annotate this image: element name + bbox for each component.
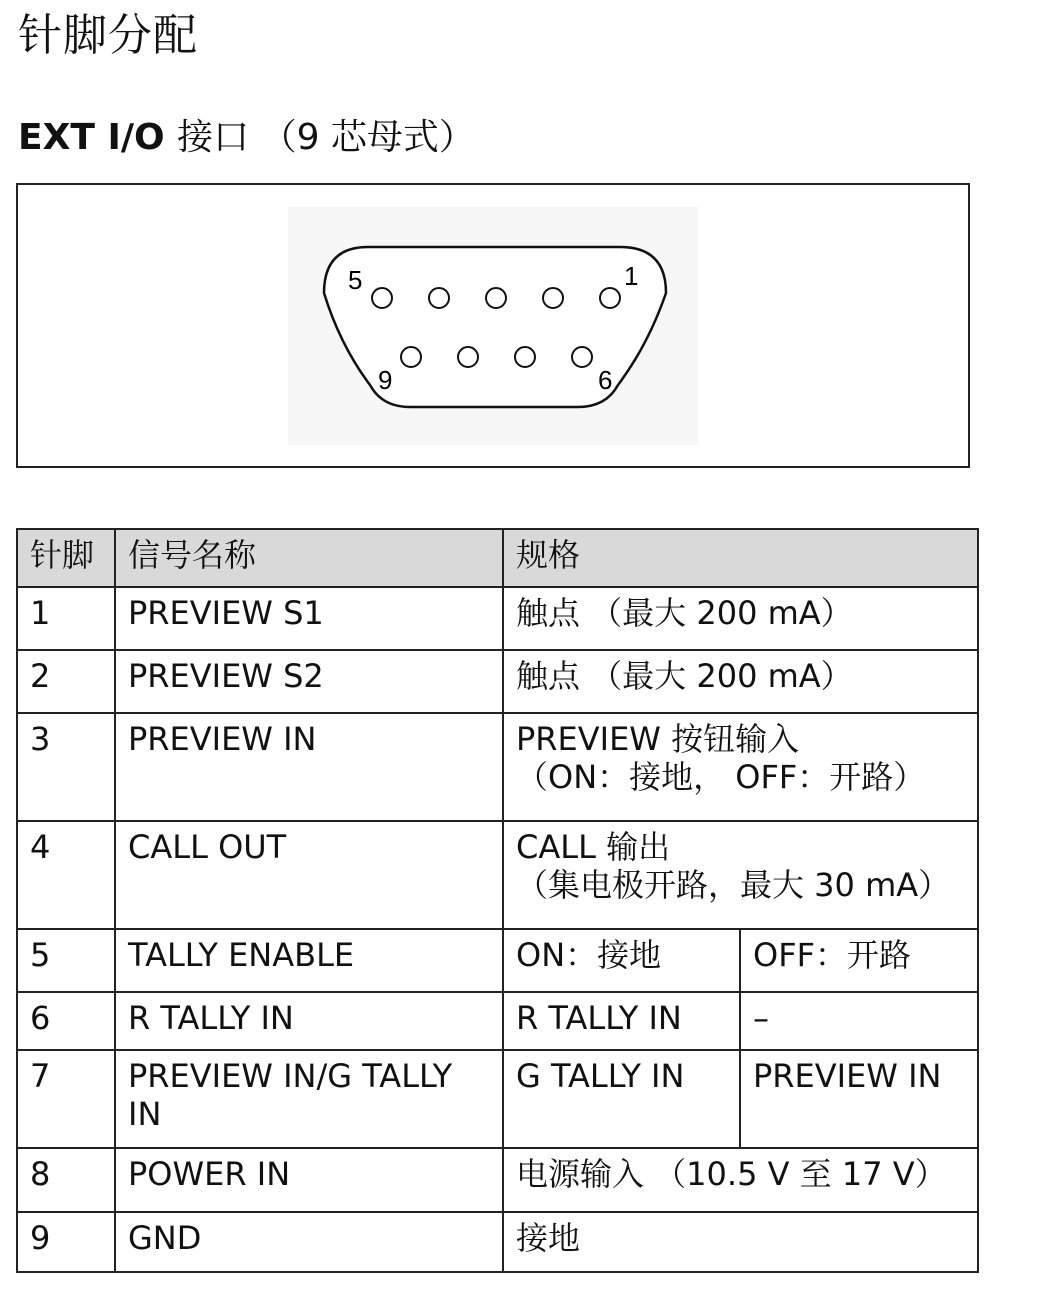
pin-assignment-table xyxy=(16,528,979,1273)
spec-cell-a: G TALLY IN xyxy=(503,1050,740,1148)
pin-cell: 4 xyxy=(17,821,115,929)
connector-diagram xyxy=(18,185,968,466)
pin-hole-2 xyxy=(543,288,563,308)
spec-cell-b: – xyxy=(740,992,978,1050)
section-title-suffix: 接口 （9 芯母式） xyxy=(177,117,475,158)
signal-cell: CALL OUT xyxy=(115,821,503,929)
pin-cell: 1 xyxy=(17,587,115,650)
spec-cell-a: ON：接地 xyxy=(503,929,740,992)
table-header-row xyxy=(17,529,978,587)
pin-hole-6 xyxy=(572,347,592,367)
section-title-prefix: EXT I/O xyxy=(18,117,165,158)
table-row xyxy=(17,713,978,821)
signal-cell: GND xyxy=(115,1212,503,1272)
pin-label-5: 5 xyxy=(348,265,363,295)
pin-cell: 8 xyxy=(17,1148,115,1212)
pin-label-1: 1 xyxy=(624,261,639,291)
signal-cell: PREVIEW IN xyxy=(115,713,503,821)
pin-cell: 5 xyxy=(17,929,115,992)
table-row xyxy=(17,650,978,713)
table-row xyxy=(17,1148,978,1212)
pin-hole-7 xyxy=(515,347,535,367)
header-pin: 针脚 xyxy=(17,529,115,587)
pin-label-6: 6 xyxy=(598,365,613,395)
connector-diagram-box xyxy=(16,183,970,468)
signal-cell: PREVIEW S1 xyxy=(115,587,503,650)
pin-cell: 9 xyxy=(17,1212,115,1272)
spec-line: CALL 输出 xyxy=(516,828,671,866)
pin-hole-4 xyxy=(429,288,449,308)
pin-hole-8 xyxy=(458,347,478,367)
header-spec: 规格 xyxy=(503,529,978,587)
spec-cell xyxy=(503,821,978,929)
spec-line: （ON：接地， OFF：开路） xyxy=(516,758,926,796)
pin-hole-9 xyxy=(401,347,421,367)
table-row xyxy=(17,929,978,992)
spec-line: PREVIEW 按钮输入 xyxy=(516,720,800,758)
spec-line: （集电极开路，最大 30 mA） xyxy=(516,866,951,904)
pin-cell: 3 xyxy=(17,713,115,821)
pin-cell: 2 xyxy=(17,650,115,713)
pin-cell: 7 xyxy=(17,1050,115,1148)
pin-hole-5 xyxy=(372,288,392,308)
spec-cell: 触点 （最大 200 mA） xyxy=(503,650,978,713)
section-title xyxy=(18,110,475,166)
pin-hole-3 xyxy=(486,288,506,308)
table-row xyxy=(17,1212,978,1272)
header-signal: 信号名称 xyxy=(115,529,503,587)
signal-cell: R TALLY IN xyxy=(115,992,503,1050)
page-title: 针脚分配 xyxy=(18,10,198,61)
signal-cell: POWER IN xyxy=(115,1148,503,1212)
table-row xyxy=(17,992,978,1050)
pin-label-9: 9 xyxy=(378,365,393,395)
spec-cell: 电源输入 （10.5 V 至 17 V） xyxy=(503,1148,978,1212)
pin-hole-1 xyxy=(600,288,620,308)
table-row xyxy=(17,587,978,650)
spec-cell-a: R TALLY IN xyxy=(503,992,740,1050)
dsub-connector-outline xyxy=(324,247,666,407)
spec-cell-b: PREVIEW IN xyxy=(740,1050,978,1148)
spec-cell: 接地 xyxy=(503,1212,978,1272)
table-row xyxy=(17,1050,978,1148)
table-row xyxy=(17,821,978,929)
signal-cell: PREVIEW S2 xyxy=(115,650,503,713)
spec-cell: 触点 （最大 200 mA） xyxy=(503,587,978,650)
spec-cell-b: OFF：开路 xyxy=(740,929,978,992)
signal-cell: PREVIEW IN/G TALLY IN xyxy=(115,1050,503,1148)
signal-cell: TALLY ENABLE xyxy=(115,929,503,992)
spec-cell xyxy=(503,713,978,821)
pin-cell: 6 xyxy=(17,992,115,1050)
